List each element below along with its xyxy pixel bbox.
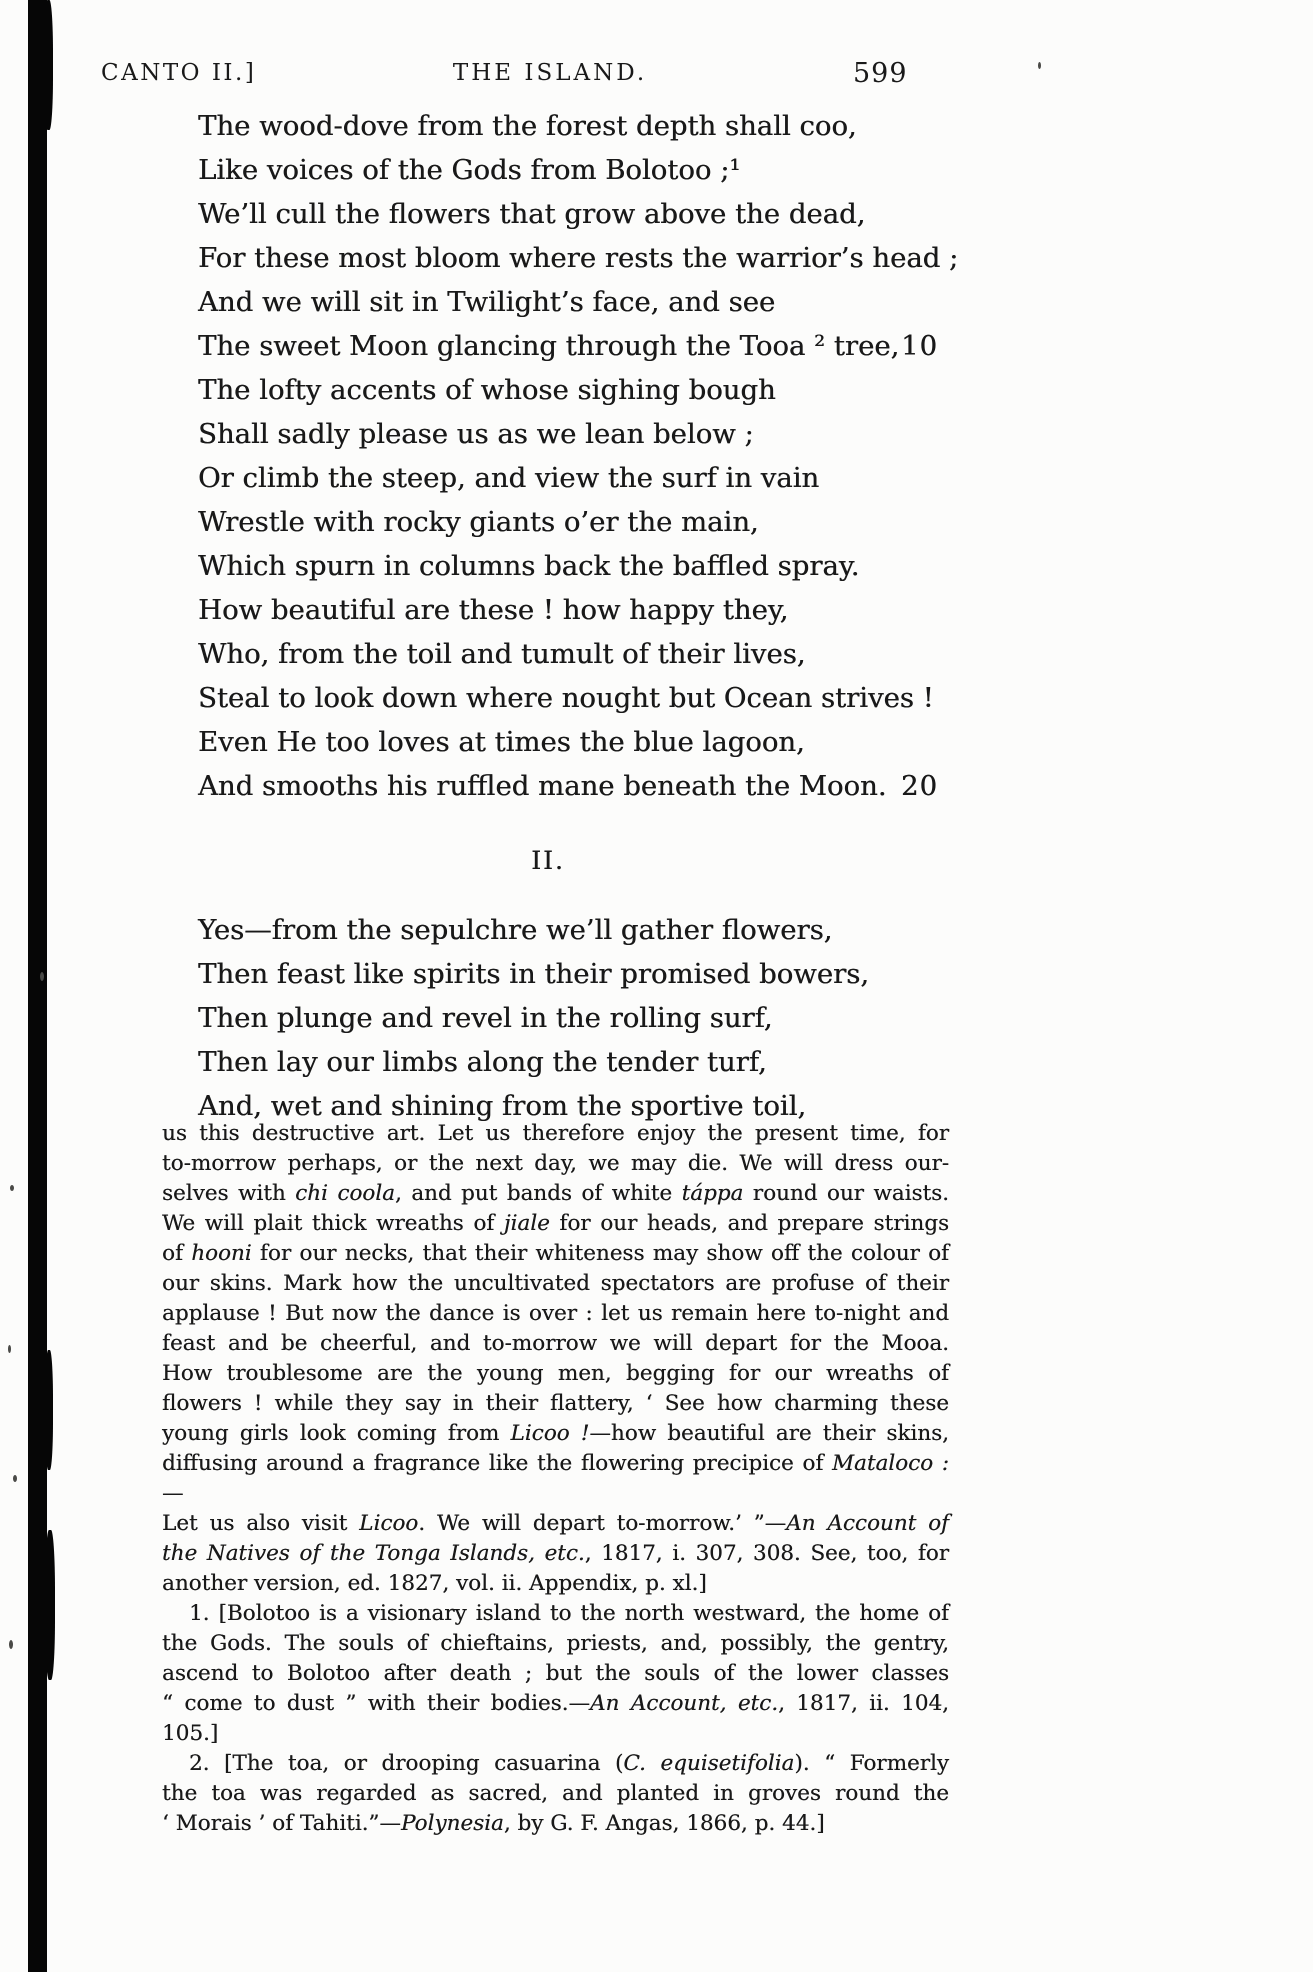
footnote-line: ‘ Morais ’ of Tahiti.”—Polynesia, by G. F. Angas, 1866, p. 44.] (162, 1811, 825, 1836)
page-number: 599 (853, 58, 908, 89)
poem-line: The sweet Moon glancing through the Tooa ² tree, 10 (198, 324, 940, 368)
footnotes-block (162, 1119, 949, 1839)
running-title: THE ISLAND. (452, 60, 648, 86)
footnote-line: Let us also visit Licoo. We will depart to-morrow.’ ”—An Account of (162, 1511, 949, 1536)
footnote-line: How troublesome are the young men, begging for our wreaths of (162, 1361, 949, 1386)
footnote-line: “ come to dust ” with their bodies.—An Account, etc., 1817, ii. 104, (162, 1691, 949, 1716)
poem-line: Then plunge and revel in the rolling surf, (198, 1002, 773, 1034)
scan-artifact (10, 1185, 14, 1191)
footnote-line: 2. [The toa, or drooping casuarina (C. equisetifolia). “ Formerly (189, 1751, 949, 1776)
footnote-line: to-morrow perhaps, or the next day, we may die. We will dress our- (162, 1151, 949, 1176)
poem-line: And we will sit in Twilight’s face, and see (198, 286, 776, 318)
scan-artifact (45, 1530, 55, 1680)
poem-line: Which spurn in columns back the baffled spray. (198, 550, 860, 582)
footnote-line: of hooni for our necks, that their whiteness may show off the colour of (162, 1241, 949, 1266)
poem-line: Steal to look down where nought but Ocean strives ! (198, 682, 934, 714)
poem-line: Even He too loves at times the blue lagoon, (198, 726, 805, 758)
scan-artifact (40, 972, 44, 981)
footnote-line: the Natives of the Tonga Islands, etc., 1817, i. 307, 308. See, too, for (162, 1541, 949, 1566)
poem-line: We’ll cull the flowers that grow above the dead, (198, 198, 866, 230)
poem-line: The wood-dove from the forest depth shall coo, (198, 110, 857, 142)
footnote-continuation (162, 1119, 949, 1599)
footnote-line: 105.] (162, 1721, 219, 1746)
poem-line: Who, from the toil and tumult of their lives, (198, 638, 806, 670)
poem-line-number: 20 (901, 770, 938, 802)
scan-artifact (8, 1345, 11, 1353)
poem-line: Wrestle with rocky giants o’er the main, (198, 506, 759, 538)
scan-artifact (9, 1640, 13, 1649)
footnote-line: 1. [Bolotoo is a visionary island to the north westward, the home of (189, 1601, 949, 1626)
running-head (0, 58, 1313, 92)
poem-line: The lofty accents of whose sighing bough (198, 374, 776, 406)
footnote-line: another version, ed. 1827, vol. ii. Appendix, p. xl.] (162, 1571, 707, 1596)
poem-line: Then feast like spirits in their promised bowers, (198, 958, 870, 990)
scan-artifact (45, 1350, 53, 1470)
scan-artifact (13, 1475, 17, 1482)
footnote-line: young girls look coming from Licoo !—how beautiful are their skins, (162, 1421, 950, 1446)
poem-stanza-2 (198, 908, 940, 1128)
poem-line: Shall sadly please us as we lean below ; (198, 418, 754, 450)
poem-line: For these most bloom where rests the warrior’s head ; (198, 242, 959, 274)
poem-line: Then lay our limbs along the tender turf, (198, 1046, 767, 1078)
footnote-line: applause ! But now the dance is over : let us remain here to-night and (162, 1301, 949, 1326)
poem-stanza-1 (198, 104, 959, 808)
poem-line: Yes—from the sepulchre we’ll gather flowers, (198, 914, 833, 946)
poem-line: And, wet and shining from the sportive toil, (198, 1090, 807, 1122)
stanza-heading: II. (531, 846, 565, 875)
footnote-line: us this destructive art. Let us therefore enjoy the present time, for (162, 1121, 949, 1146)
footnote-line: selves with chi coola, and put bands of white táppa round our waists. (162, 1181, 949, 1206)
footnote-line: the toa was regarded as sacred, and planted in groves round the (162, 1781, 949, 1806)
poem-line-number: 10 (901, 330, 938, 362)
footnote-line: our skins. Mark how the uncultivated spectators are profuse of their (162, 1271, 949, 1296)
poem-line: How beautiful are these ! how happy they, (198, 594, 789, 626)
poem-line: Or climb the steep, and view the surf in vain (198, 462, 820, 494)
footnote-2 (162, 1749, 949, 1839)
footnote-line: We will plait thick wreaths of jiale for our heads, and prepare strings (162, 1211, 949, 1236)
poem-line: Like voices of the Gods from Bolotoo ;¹ (198, 154, 741, 186)
scan-binding-edge (28, 0, 47, 1972)
footnote-line: the Gods. The souls of chieftains, priests, and, possibly, the gentry, (162, 1631, 949, 1656)
canto-header: CANTO II.] (101, 60, 257, 86)
poem-line: And smooths his ruffled mane beneath the Moon. 20 (198, 764, 940, 808)
footnote-line: ascend to Bolotoo after death ; but the souls of the lower classes (162, 1661, 949, 1686)
footnote-line: diffusing around a fragrance like the flowering precipice of Mataloco :— (162, 1451, 949, 1506)
footnote-1 (162, 1599, 949, 1749)
footnote-line: flowers ! while they say in their flattery, ‘ See how charming these (162, 1391, 949, 1416)
footnote-line: feast and be cheerful, and to-morrow we will depart for the Mooa. (162, 1331, 949, 1356)
